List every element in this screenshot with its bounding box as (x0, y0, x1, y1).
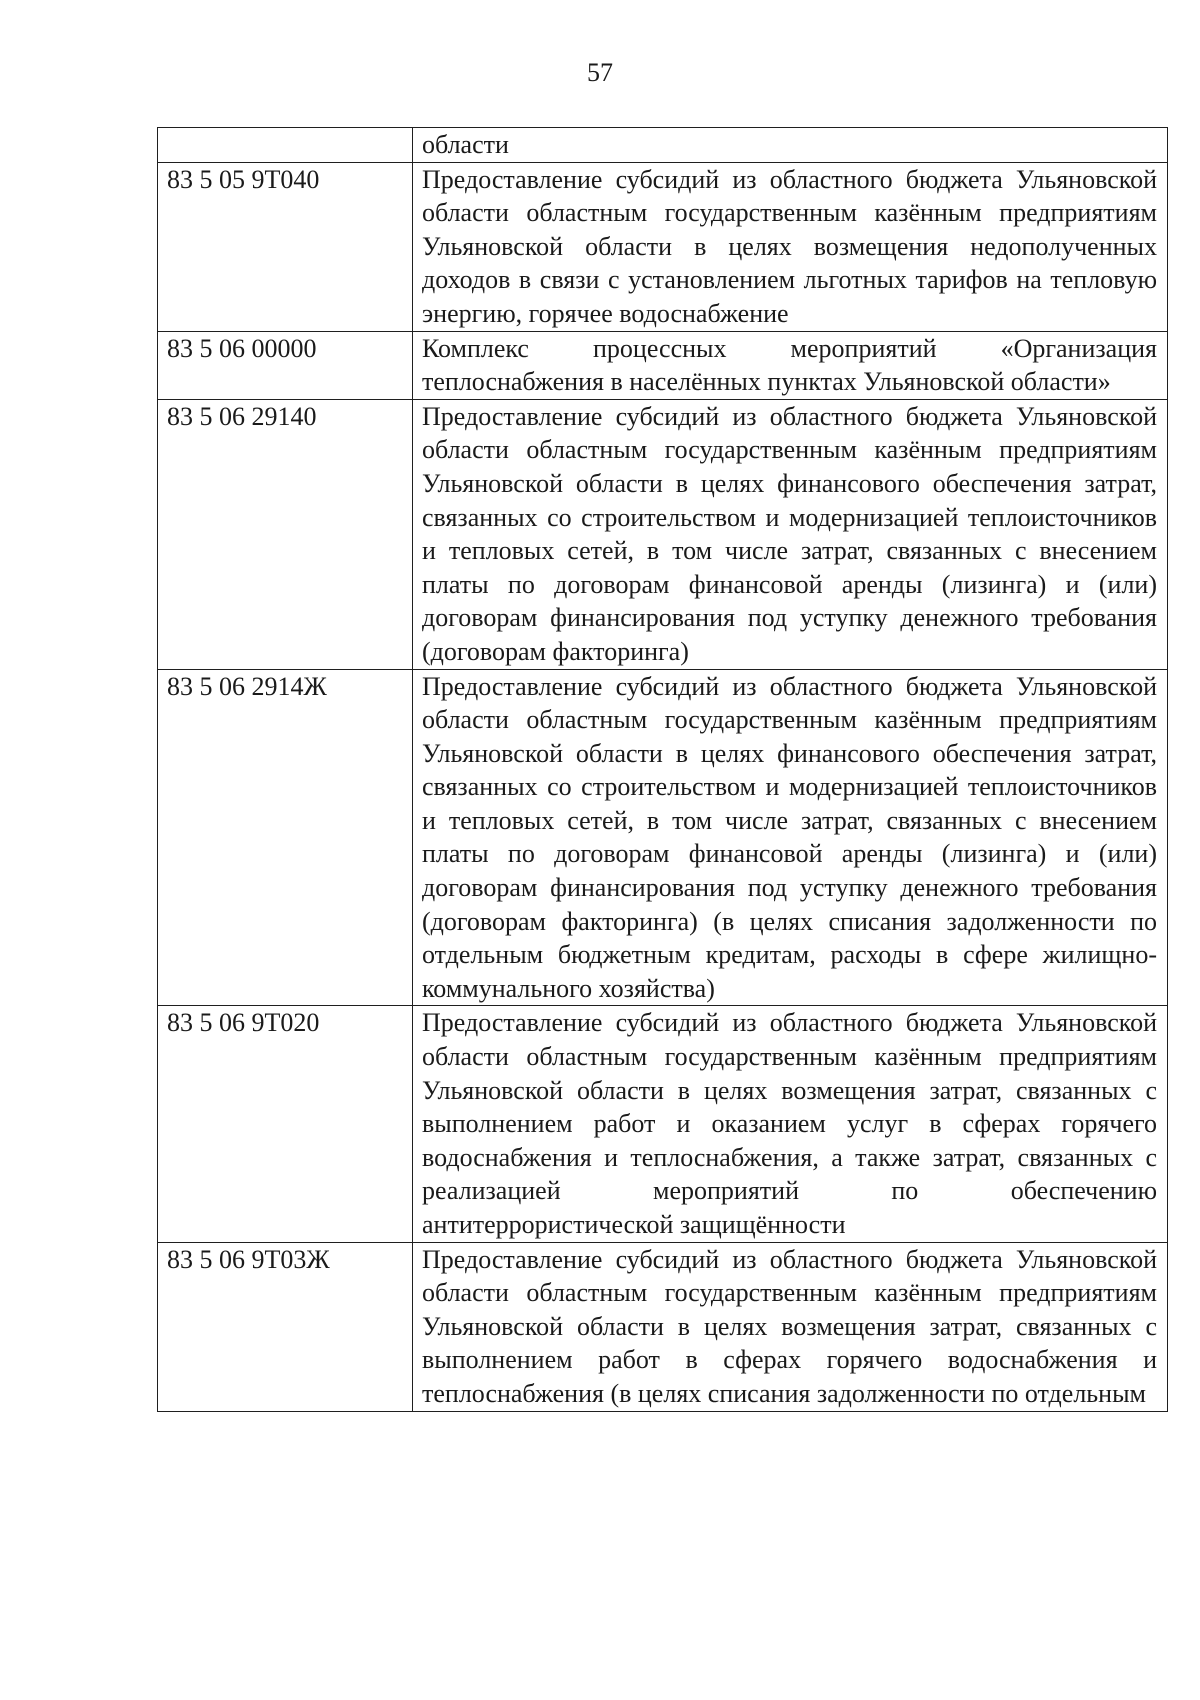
table-row (158, 1006, 1168, 1242)
budget-code-table (157, 127, 1168, 1412)
table-row (158, 669, 1168, 1006)
description-cell: Предоставление субсидий из областного бюджета Ульяновской области областным государственным казённым предприятиям Ульяновской области в целях финансового обеспечения затрат, связанных со строительством и модернизацией теплоисточников и тепловых сетей, в том числе затрат, связанных с внесением платы по договорам финансовой аренды (лизинга) и (или) договорам финансирования под уступку денежного требования (договорам факторинга) (413, 399, 1168, 669)
code-cell (158, 128, 413, 163)
table-row (158, 1242, 1168, 1411)
table-row (158, 162, 1168, 331)
description-cell: Предоставление субсидий из областного бюджета Ульяновской области областным государственным казённым предприятиям Ульяновской области в целях возмещения затрат, связанных с выполнением работ в сферах горячего водоснабжения и теплоснабжения (в целях списания задолженности по отдельным (413, 1242, 1168, 1411)
description-cell: Предоставление субсидий из областного бюджета Ульяновской области областным государственным казённым предприятиям Ульяновской области в целях возмещения затрат, связанных с выполнением работ и оказанием услуг в сферах горячего водоснабжения и теплоснабжения, а также затрат, связанных с реализацией мероприятий по обеспечению антитеррористической защищённости (413, 1006, 1168, 1242)
code-cell: 83 5 06 9Т03Ж (158, 1242, 413, 1411)
code-cell: 83 5 05 9Т040 (158, 162, 413, 331)
code-cell: 83 5 06 29140 (158, 399, 413, 669)
description-cell: Предоставление субсидий из областного бюджета Ульяновской области областным государственным казённым предприятиям Ульяновской области в целях финансового обеспечения затрат, связанных со строительством и модернизацией теплоисточников и тепловых сетей, в том числе затрат, связанных с внесением платы по договорам финансовой аренды (лизинга) и (или) договорам финансирования под уступку денежного требования (договорам факторинга) (в целях списания задолженности по отдельным бюджетным кредитам, расходы в сфере жилищно-коммунального хозяйства) (413, 669, 1168, 1006)
table-row (158, 331, 1168, 399)
code-cell: 83 5 06 9Т020 (158, 1006, 413, 1242)
page-number: 57 (587, 58, 613, 87)
table-row (158, 399, 1168, 669)
description-cell: Предоставление субсидий из областного бюджета Ульяновской области областным государственным казённым предприятиям Ульяновской области в целях возмещения недополученных доходов в связи с установлением льготных тарифов на тепловую энергию, горячее водоснабжение (413, 162, 1168, 331)
code-cell: 83 5 06 00000 (158, 331, 413, 399)
description-cell: Комплекс процессных мероприятий «Организация теплоснабжения в населённых пунктах Ульяновской области» (413, 331, 1168, 399)
description-cell: области (413, 128, 1168, 163)
table-row (158, 128, 1168, 163)
code-cell: 83 5 06 2914Ж (158, 669, 413, 1006)
